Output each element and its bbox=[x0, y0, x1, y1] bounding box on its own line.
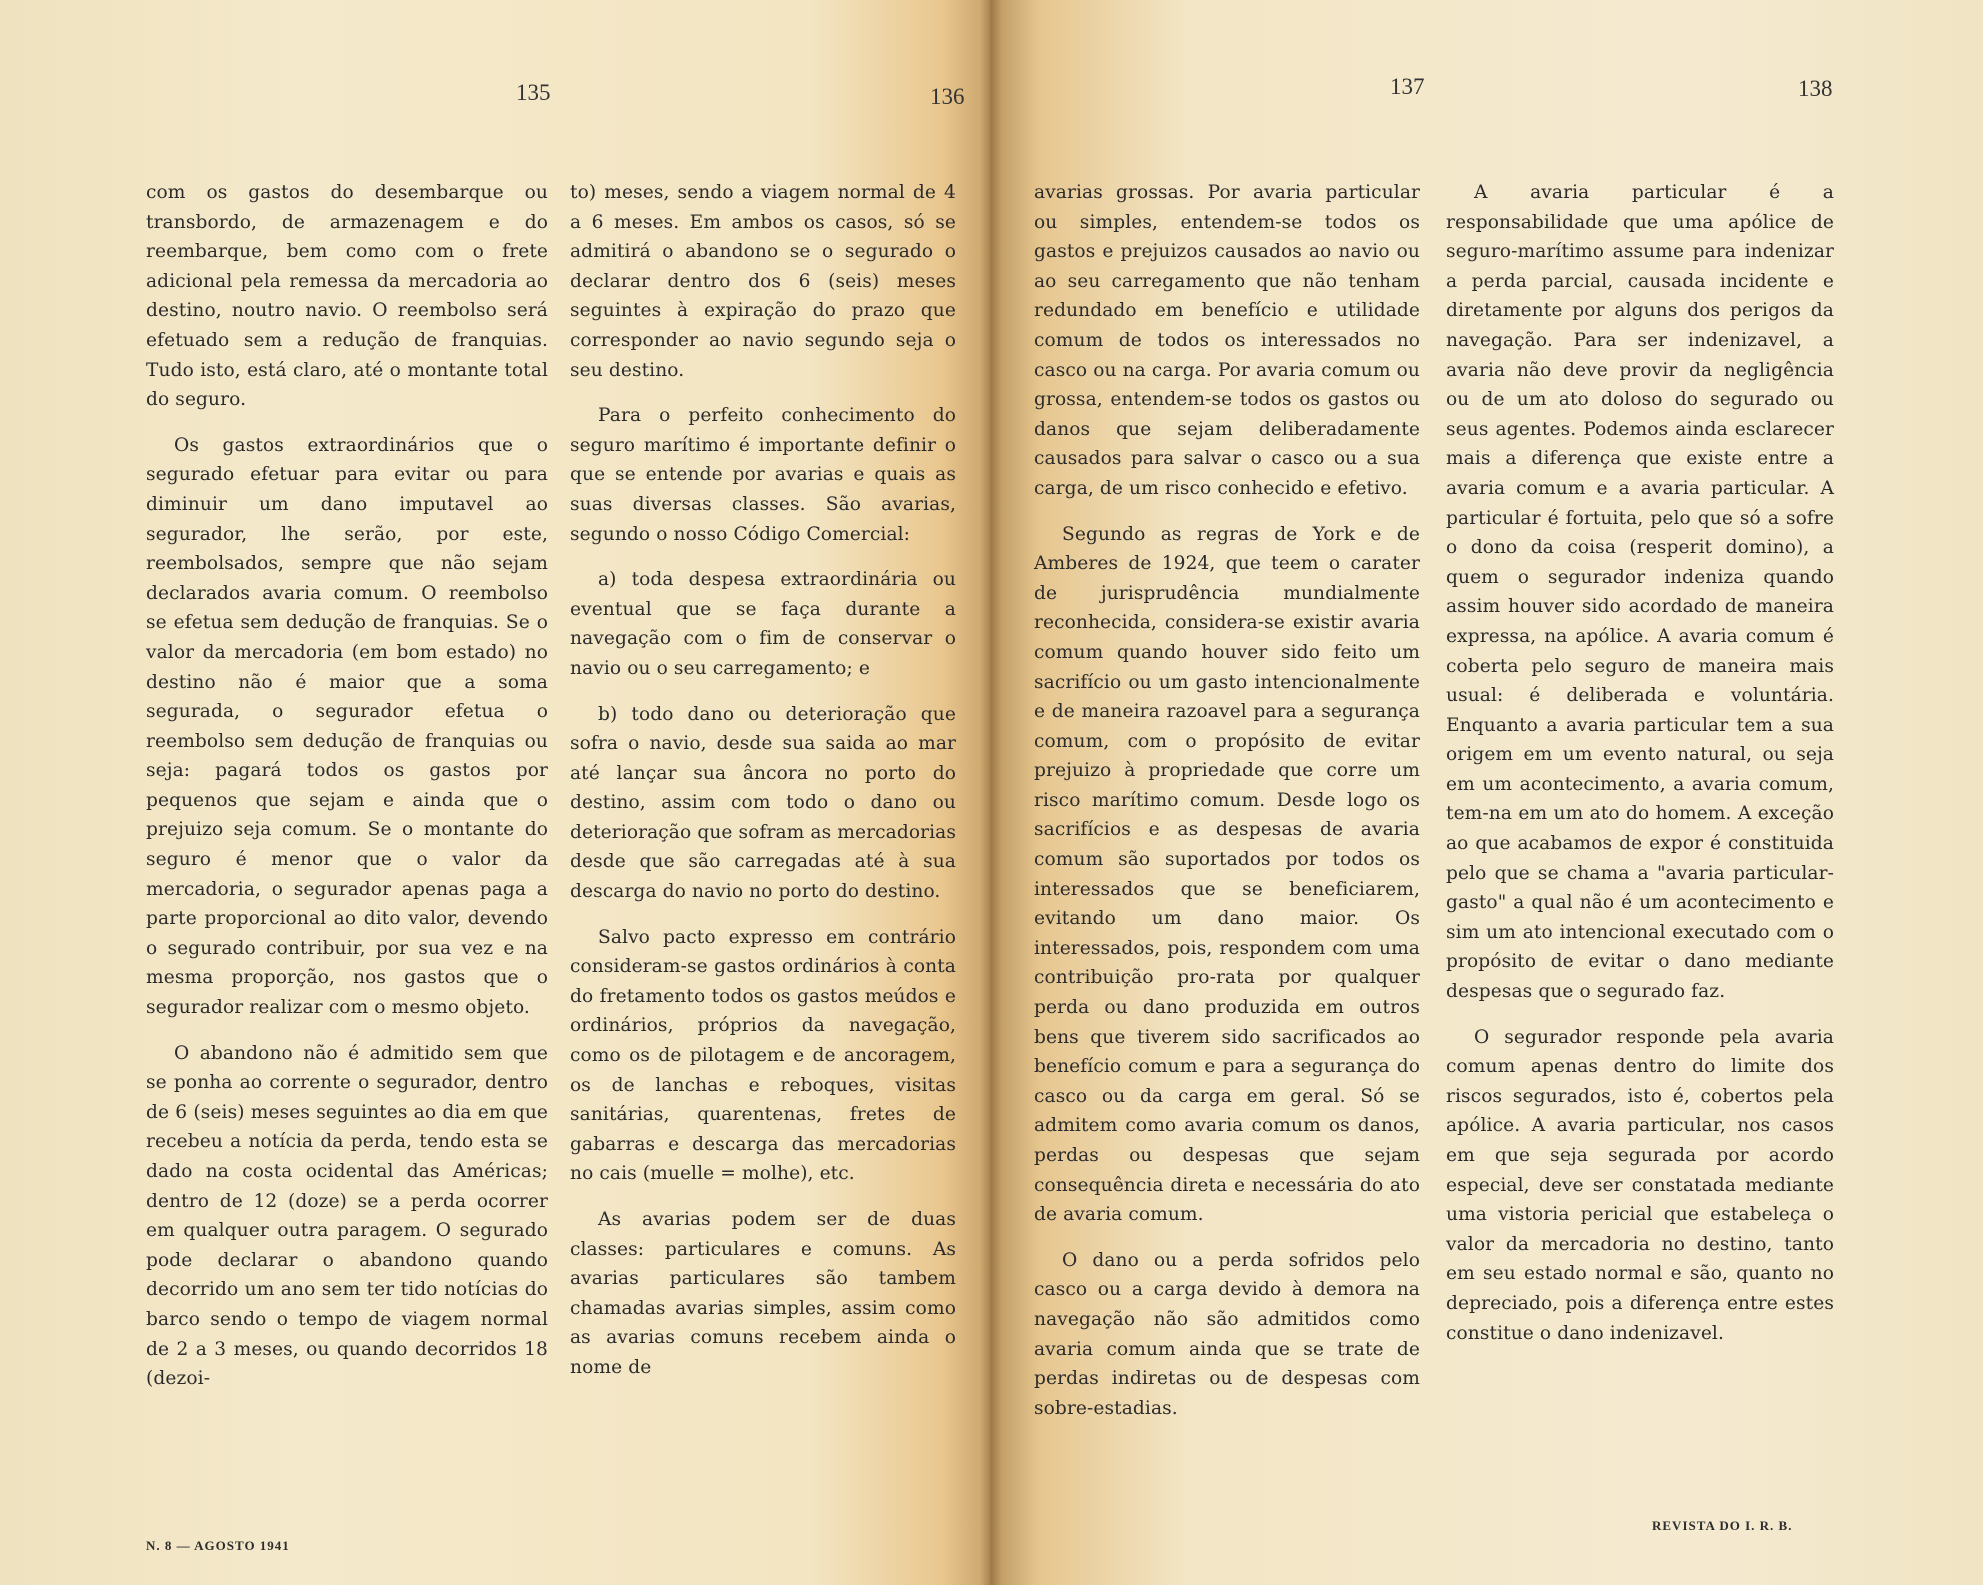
page-number-138: 138 bbox=[1798, 76, 1833, 101]
text-column-1 bbox=[146, 178, 548, 1410]
paragraph: Segundo as regras de York e de Amberes de 1924, que teem o carater de jurisprudência mundialmente reconhecida, considera-se existir avaria comum quando houver sido feito um sacrifício ou um gasto intencionalmente e de maneira razoavel para a segurança comum, com o propósito de evitar prejuizo à propriedade que corre um risco marítimo comum. Desde logo os sacrifícios e as despesas de avaria comum são suportados por todos os interessados que se beneficiarem, evitando um dano maior. Os interessados, pois, respondem com uma contribuição pro-rata por qualquer perda ou dano produzida em outros bens que tiverem sido sacrificados ao benefício comum e para a segurança do casco ou da carga em geral. Só se admitem como avaria comum os danos, perdas ou despesas que sejam consequência direta e necessária do ato de avaria comum. bbox=[1034, 523, 1420, 1226]
page-number-137: 137 bbox=[1390, 74, 1425, 99]
paragraph: A avaria particular é a responsabilidade que uma apólice de seguro-marítimo assume para indenizar a perda parcial, causada incidente e diretamente por alguns dos perigos da navegação. Para ser indenizavel, a avaria não deve provir da negligência ou de um ato doloso do segurado ou seus agentes. Podemos ainda esclarecer mais a diferença que existe entre a avaria comum e a avaria particular. A particular é fortuita, pelo que só a sofre o dono da coisa (resperit domino), a quem o segurador indeniza quando assim houver sido acordado de maneira expressa, na apólice. A avaria comum é coberta pelo seguro de maneira mais usual: é deliberada e voluntária. Enquanto a avaria particular tem a sua origem em um evento natural, ou seja em um acontecimento, a avaria comum, tem-na em um ato do homem. A exceção ao que acabamos de expor é constituida pelo que se chama a "avaria particular-gasto" a qual não é um acontecimento e sim um ato intencional executado com o propósito de evitar o dano mediante despesas que o segurado faz. bbox=[1446, 182, 1834, 1003]
footer-journal: REVISTA DO I. R. B. bbox=[1652, 1518, 1793, 1533]
paragraph: a) toda despesa extraordinária ou eventual que se faça durante a navegação com o fim de conservar o navio ou o seu carregamento; e bbox=[570, 569, 956, 679]
paragraph: O segurador responde pela avaria comum apenas dentro do limite dos riscos segurados, isto é, cobertos pela apólice. A avaria particular, nos casos em que seja segurada por acordo especial, deve ser constatada mediante uma vistoria pericial que estabeleça o valor da mercadoria no destino, tanto em seu estado normal e são, quanto no depreciado, pois a diferença entre estes constitue o dano indenizavel. bbox=[1446, 1026, 1834, 1344]
paragraph: O dano ou a perda sofridos pelo casco ou a carga devido à demora na navegação não são admitidos como avaria comum ainda que se trate de perdas indiretas ou de despesas com sobre-estadias. bbox=[1034, 1249, 1420, 1419]
footer-issue: N. 8 — AGOSTO 1941 bbox=[146, 1538, 290, 1553]
book-gutter bbox=[980, 0, 1002, 1585]
paragraph: Para o perfeito conhecimento do seguro marítimo é importante definir o que se entende por avarias e quais as suas diversas classes. São avarias, segundo o nosso Código Comercial: bbox=[570, 405, 956, 545]
paragraph: O abandono não é admitido sem que se ponha ao corrente o segurador, dentro de 6 (seis) meses seguintes ao dia em que recebeu a notícia da perda, tendo esta se dado na costa ocidental das Américas; dentro de 12 (doze) se a perda ocorrer em qualquer outra paragem. O segurado pode declarar o abandono quando decorrido um ano sem ter tido notícias do barco sendo o tempo de viagem normal de 2 a 3 meses, ou quando decorridos 18 (dezoi- bbox=[146, 1042, 548, 1390]
paragraph: to) meses, sendo a viagem normal de 4 a 6 meses. Em ambos os casos, só se admitirá o abandono se o segurado o declarar dentro dos 6 (seis) meses seguintes à expiração do prazo que corresponder ao navio segundo seja o seu destino. bbox=[570, 182, 956, 381]
paragraph: avarias grossas. Por avaria particular ou simples, entendem-se todos os gastos e prejuizos causados ao navio ou ao seu carregamento que não tenham redundado em benefício e utilidade comum de todos os interessados no casco ou na carga. Por avaria comum ou grossa, entendem-se todos os gastos ou danos que sejam deliberadamente causados para salvar o casco ou a sua carga, de um risco conhecido e efetivo. bbox=[1034, 182, 1420, 499]
paragraph: As avarias podem ser de duas classes: particulares e comuns. As avarias particulares são tambem chamadas avarias simples, assim como as avarias comuns recebem ainda o nome de bbox=[570, 1209, 956, 1378]
paragraph: Os gastos extraordinários que o segurado efetuar para evitar ou para diminuir um dano imputavel ao segurador, lhe serão, por este, reembolsados, sempre que não sejam declarados avaria comum. O reembolso se efetua sem dedução de franquias. Se o valor da mercadoria (em bom estado) no destino não é maior que a soma segurada, o segurador efetua o reembolso sem dedução de franquias ou seja: pagará todos os gastos por pequenos que sejam e ainda que o prejuizo seja comum. Se o montante do seguro é menor que o valor da mercadoria, o segurador apenas paga a parte proporcional ao dito valor, devendo o segurado contribuir, por sua vez e na mesma proporção, nos gastos que o segurador realizar com o mesmo objeto. bbox=[146, 434, 548, 1019]
text-column-4 bbox=[1446, 178, 1834, 1364]
page-number-136: 136 bbox=[930, 84, 965, 109]
page-number-135: 135 bbox=[516, 80, 551, 105]
paragraph: Salvo pacto expresso em contrário consideram-se gastos ordinários à conta do fretamento todos os gastos meúdos e ordinários, próprios da navegação, como os de pilotagem e de ancoragem, os de lanchas e reboques, visitas sanitárias, quarentenas, fretes de gabarras e descarga das mercadorias no cais (muelle = molhe), etc. bbox=[570, 926, 956, 1185]
paragraph: b) todo dano ou deterioração que sofra o navio, desde sua saida ao mar até lançar sua âncora no porto do destino, assim com todo o dano ou deterioração que sofram as mercadorias desde que são carregadas até à sua descarga do navio no porto do destino. bbox=[570, 703, 956, 903]
paragraph: com os gastos do desembarque ou transbordo, de armazenagem e do reembarque, bem como com o frete adicional pela remessa da mercadoria ao destino, noutro navio. O reembolso será efetuado sem a redução de franquias. Tudo isto, está claro, até o montante total do seguro. bbox=[146, 182, 548, 411]
text-column-2 bbox=[570, 178, 956, 1399]
text-column-3 bbox=[1034, 178, 1420, 1439]
